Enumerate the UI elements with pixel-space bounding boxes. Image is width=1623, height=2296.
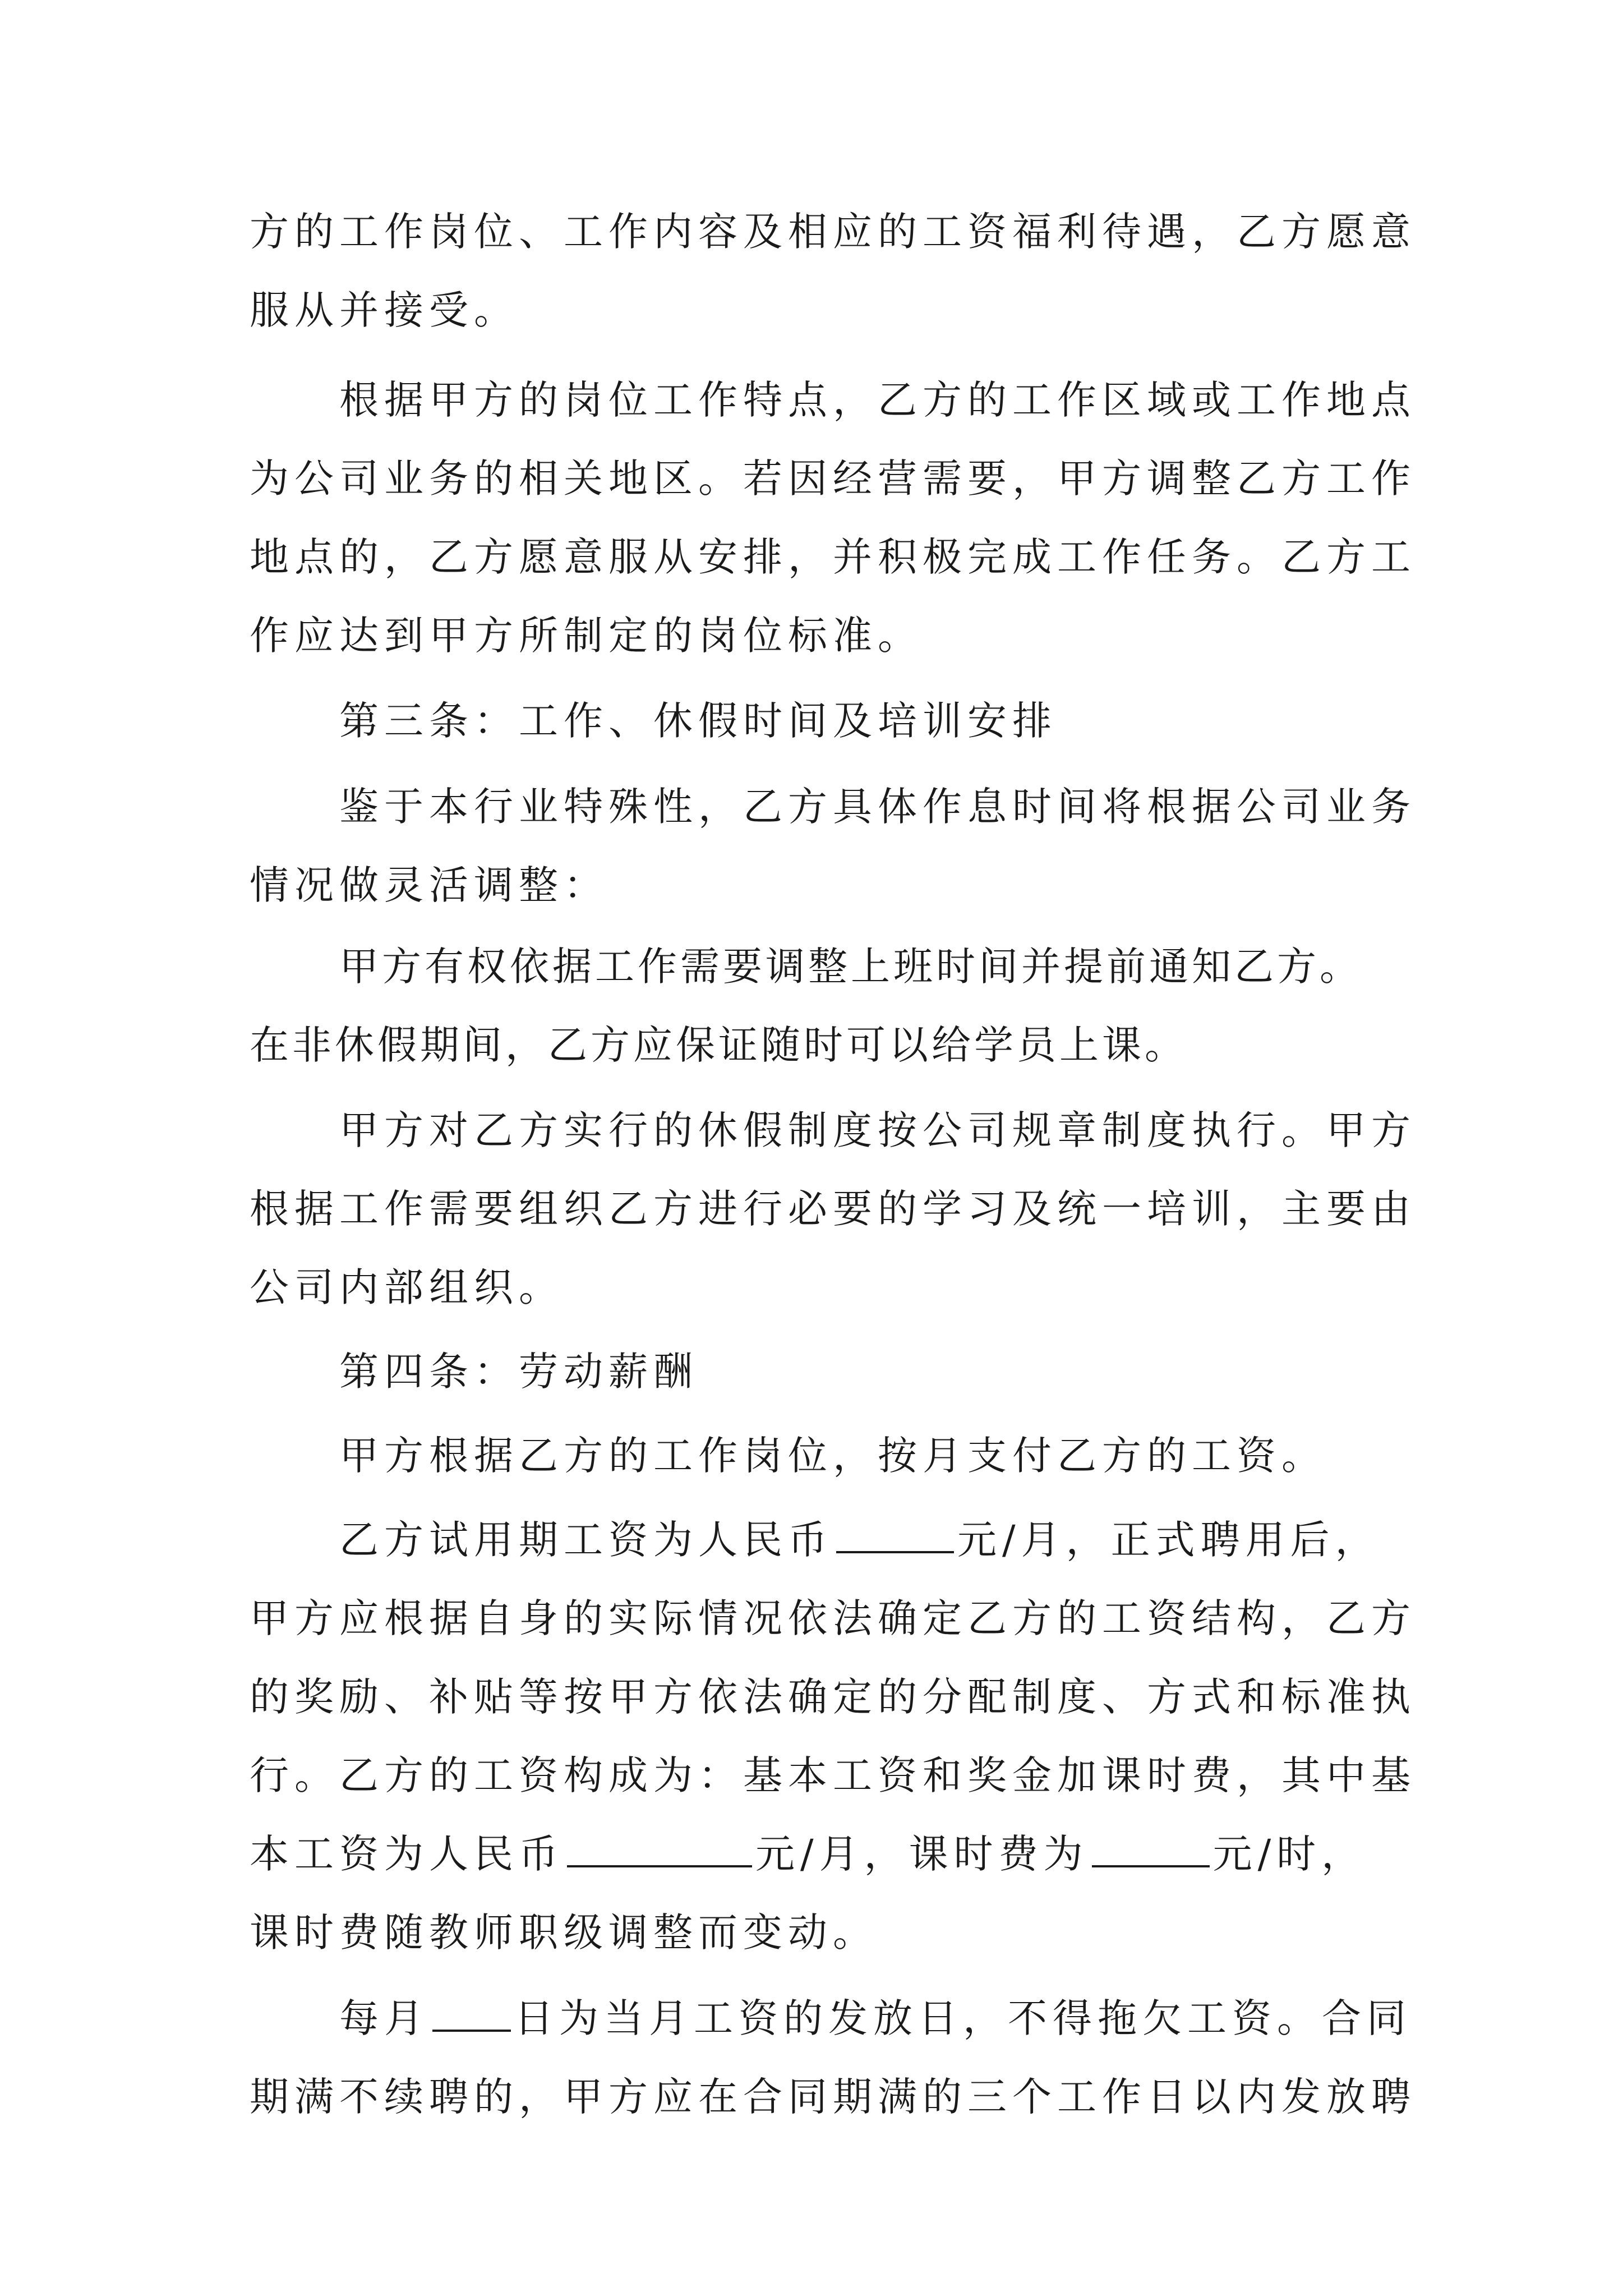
text-line: 作应达到甲方所制定的岗位标准。 — [250, 613, 923, 659]
probation-salary-line — [339, 1501, 1399, 1579]
text-line: 期满不续聘的，甲方应在合同期满的三个工作日以内发放聘 — [250, 2074, 1416, 2120]
text-line: 地点的，乙方愿意服从安排，并积极完成工作任务。乙方工 — [250, 534, 1416, 580]
salary-text-3: 元/时， — [1212, 1831, 1367, 1877]
salary-text-2: 元/月，课时费为 — [755, 1831, 1089, 1877]
section-heading: 第四条：劳动薪酬 — [339, 1349, 698, 1395]
text-line: 鉴于本行业特殊性，乙方具体作息时间将根据公司业务 — [339, 784, 1416, 830]
payday-text-before: 每月 — [339, 1995, 429, 2041]
payday-blank — [432, 1995, 511, 2032]
text-line: 甲方对乙方实行的休假制度按公司规章制度执行。甲方 — [339, 1107, 1416, 1153]
salary-text-1: 本工资为人民币 — [250, 1831, 564, 1877]
text-line: 的奖励、补贴等按甲方依法确定的分配制度、方式和标准执 — [250, 1674, 1416, 1720]
text-line: 根据工作需要组织乙方进行必要的学习及统一培训，主要由 — [250, 1186, 1416, 1232]
text-line: 公司内部组织。 — [250, 1264, 564, 1310]
text-line: 情况做灵活调整： — [250, 862, 608, 908]
text-line: 课时费随教师职级调整而变动。 — [250, 1910, 878, 1955]
text-line: 甲方有权依据工作需要调整上班时间并提前通知乙方。 — [339, 944, 1362, 990]
text-line: 根据甲方的岗位工作特点，乙方的工作区域或工作地点 — [339, 377, 1416, 423]
text-line: 甲方应根据自身的实际情况依法确定乙方的工资结构，乙方 — [250, 1595, 1416, 1641]
text-line: 方的工作岗位、工作内容及相应的工资福利待遇，乙方愿意 — [250, 209, 1416, 255]
text-line: 在非休假期间，乙方应保证随时可以给学员上课。 — [250, 1022, 1187, 1068]
base-salary-line — [250, 1815, 1399, 1893]
probation-salary-blank — [836, 1516, 954, 1553]
hourly-fee-blank — [1092, 1830, 1210, 1867]
text-line: 行。乙方的工资构成为：基本工资和奖金加课时费，其中基 — [250, 1752, 1416, 1798]
text-line: 服从并接受。 — [250, 287, 519, 333]
probation-text-before: 乙方试用期工资为人民币 — [339, 1517, 833, 1563]
base-salary-blank — [567, 1830, 752, 1867]
section-heading: 第三条：工作、休假时间及培训安排 — [339, 698, 1057, 744]
payday-text-after: 日为当月工资的发放日，不得拖欠工资。合同 — [514, 1995, 1412, 2041]
probation-text-after: 元/月，正式聘用后， — [957, 1517, 1380, 1563]
text-line: 甲方根据乙方的工作岗位，按月支付乙方的工资。 — [339, 1433, 1326, 1479]
payday-line — [339, 1979, 1412, 2058]
text-line: 为公司业务的相关地区。若因经营需要，甲方调整乙方工作 — [250, 455, 1416, 501]
